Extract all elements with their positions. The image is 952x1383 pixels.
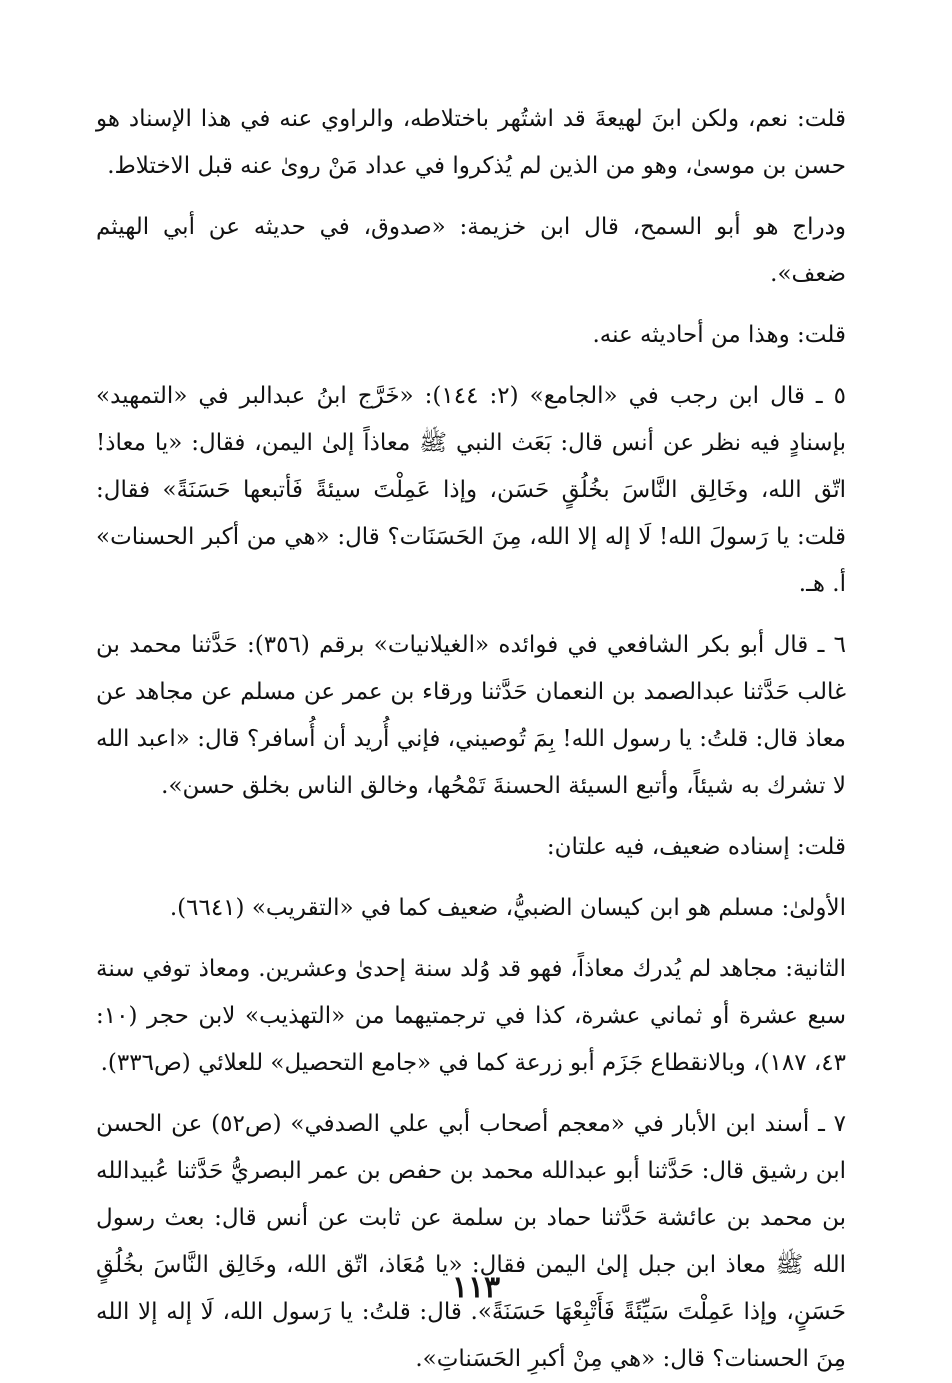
paragraph-8: الثانية: مجاهد لم يُدرك معاذاً، فهو قد وُلد سنة إحدىٰ وعشرين. ومعاذ توفي سنة سبع عشرة أو ثماني عشرة، كذا في ترجمتيهما من «التهذيب» لابن حجر (١٠: ٤٣، ١٨٧)، وبالانقطاع جَزَم أبو زرعة كما في «جامع التحصيل» للعلائي (ص٣٣٦). — [96, 956, 846, 1076]
paragraph-6: قلت: إسناده ضعيف، فيه علتان: — [546, 834, 846, 860]
paragraph-7: الأولىٰ: مسلم هو ابن كيسان الضبيُّ، ضعيف كما في «التقريب» (٦٦٤١). — [169, 895, 846, 921]
paragraph-3: قلت: وهذا من أحاديثه عنه. — [592, 322, 846, 348]
paragraph-4: ٥ ـ قال ابن رجب في «الجامع» (٢: ١٤٤): «خَرَّج ابنُ عبدالبر في «التمهيد» بإسنادٍ فيه نظر عن أنس قال: بَعَث النبي ﷺ معاذاً إلىٰ اليمن، فقال: «يا معاذ! اتّق الله، وخَالِق النَّاسَ بخُلُقٍ حَسَن، وإذا عَمِلْتَ سيئةً فَأتبعها حَسَنَةً» فقال: قلت: يا رَسولَ الله! لَا إله إلا الله، مِنَ الحَسَنَات؟ قال: «هي من أكبر الحسنات» أ. هـ. — [96, 383, 847, 597]
paragraph-9: ٧ ـ أسند ابن الأبار في «معجم أصحاب أبي علي الصدفي» (ص٥٢) عن الحسن ابن رشيق قال: حَدَّثنا أبو عبدالله محمد بن حفص بن عمر البصريُّ حَدَّثنا عُبيدالله بن محمد بن عائشة حَدَّثنا حماد بن سلمة عن ثابت عن أنس قال: بعث رسول الله ﷺ معاذ ابن جبل إلىٰ اليمن فقال: «يا مُعَاذ، اتّق الله، وخَالِق النَّاسَ بخُلُقٍ حَسَنٍ، وإذا عَمِلْتَ سَيِّئَةً فَأَتْبِعْهَا حَسَنَةً». قال: قلتُ: يا رَسول الله، لَا إله إلا الله مِنَ الحسنات؟ قال: «هي مِنْ أكبرِ الحَسَناتِ». — [96, 1111, 846, 1372]
page-body — [96, 96, 846, 1383]
page-number: ١١٣ — [451, 1270, 501, 1305]
paragraph-5: ٦ ـ قال أبو بكر الشافعي في فوائده «الغيلانيات» برقم (٣٥٦): حَدَّثنا محمد بن غالب حَدَّثنا عبدالصمد بن النعمان حَدَّثنا ورقاء بن عمر عن مسلم عن مجاهد عن معاذ قال: قلتُ: يا رسول الله! بِمَ تُوصيني، فإني أُريد أن أُسافر؟ قال: «اعبد الله لا تشرك به شيئاً، وأتبع السيئة الحسنةَ تَمْحُها، وخالق الناس بخلق حسن». — [96, 632, 846, 799]
paragraph-1: قلت: نعم، ولكن ابنَ لهيعةَ قد اشتُهر باختلاطه، والراوي عنه في هذا الإسناد هو حسن بن موسىٰ، وهو من الذين لم يُذكروا في عداد مَنْ روىٰ عنه قبل الاختلاط. — [96, 106, 846, 179]
paragraph-2: ودراج هو أبو السمح، قال ابن خزيمة: «صدوق، في حديثه عن أبي الهيثم ضعف». — [96, 214, 846, 287]
